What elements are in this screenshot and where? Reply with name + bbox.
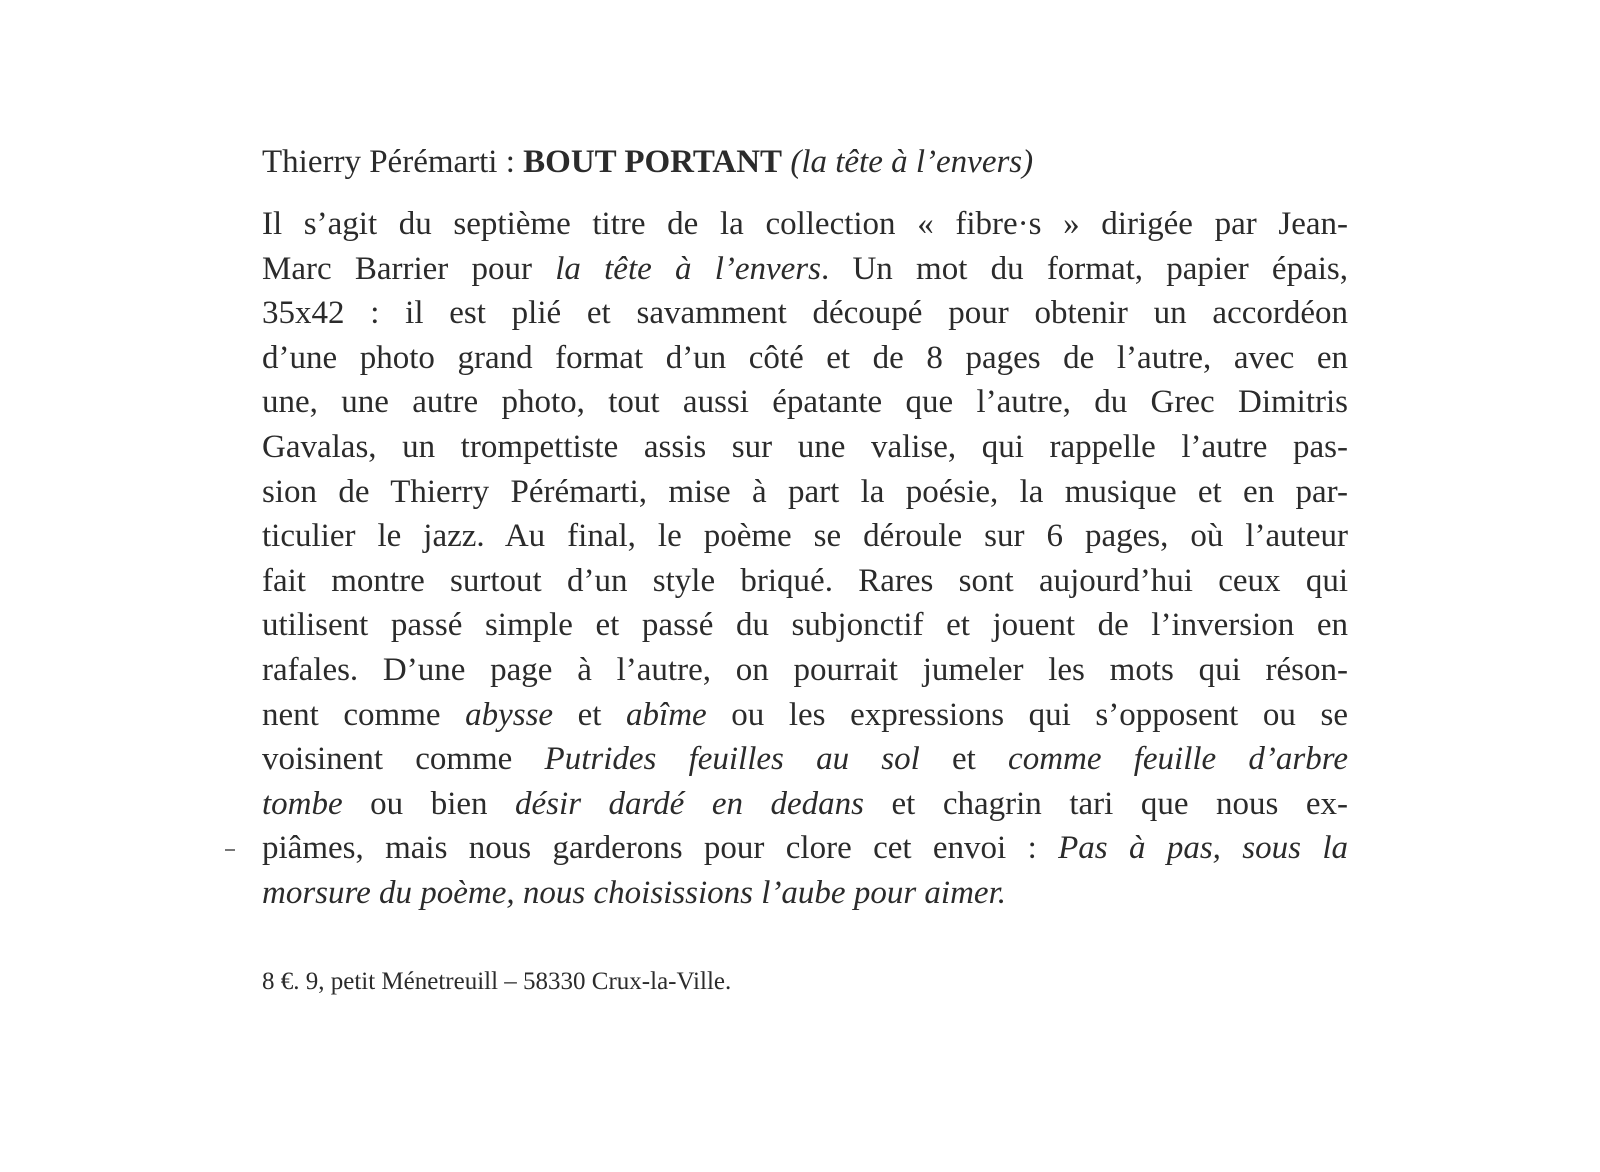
price-address: 8 €. 9, petit Ménetreuill – 58330 Crux-la-Ville.	[262, 967, 732, 995]
body-line	[262, 514, 1348, 559]
text-run: ou bien	[342, 785, 516, 822]
body-line	[262, 871, 1348, 916]
italic-text: tombe	[262, 785, 343, 822]
text-run: sion de Thierry Pérémarti, mise à part la poésie, la musique et en par-	[262, 473, 1348, 510]
review-clipping	[262, 140, 1348, 998]
review-body	[262, 202, 1348, 916]
body-line	[262, 202, 1348, 247]
text-run: une, une autre photo, tout aussi épatante que l’autre, du Grec Dimitris	[262, 384, 1348, 421]
text-run: 35x42 : il est plié et savamment découpé pour obtenir un accordéon	[262, 295, 1348, 332]
publisher-name: (la tête à l’envers)	[782, 144, 1034, 180]
text-run: nent comme	[262, 696, 466, 733]
body-line	[262, 782, 1348, 827]
text-run: rafales. D’une page à l’autre, on pourrait jumeler les mots qui réson-	[262, 651, 1348, 688]
italic-text: désir dardé en dedans	[515, 785, 864, 822]
text-run: ticulier le jazz. Au final, le poème se déroule sur 6 pages, où l’auteur	[262, 518, 1348, 555]
body-line	[262, 648, 1348, 693]
text-run: Il s’agit du septième titre de la collection « fibre·s » dirigée par Jean-	[262, 206, 1348, 242]
body-line	[262, 247, 1348, 292]
body-line	[262, 425, 1348, 470]
text-run: voisinent comme	[262, 741, 545, 778]
body-line	[262, 826, 1348, 871]
italic-text: Pas à pas, sous la	[1058, 830, 1348, 867]
text-run: Marc Barrier pour	[262, 250, 556, 287]
italic-text: abysse	[465, 696, 554, 733]
italic-text: morsure du poème, nous choisissions l’aube pour aimer.	[262, 874, 1006, 911]
italic-text: comme feuille d’arbre	[1008, 741, 1348, 778]
body-line	[262, 737, 1348, 782]
italic-text: la tête à l’envers	[555, 250, 821, 287]
review-heading	[262, 140, 1348, 184]
book-title: BOUT PORTANT	[523, 144, 783, 180]
body-line	[262, 291, 1348, 336]
text-run: . Un mot du format, papier épais,	[821, 250, 1348, 287]
body-line	[262, 380, 1348, 425]
italic-text: abîme	[626, 696, 707, 733]
text-run: et	[553, 696, 627, 733]
text-run: et chagrin tari que nous ex-	[864, 785, 1348, 822]
text-run: ou les expressions qui s’opposent ou se	[706, 696, 1348, 733]
author-name: Thierry Pérémarti :	[262, 144, 524, 180]
text-run: et	[919, 741, 1009, 778]
body-line	[262, 603, 1348, 648]
body-line	[262, 336, 1348, 381]
text-run: d’une photo grand format d’un côté et de 8 pages de l’autre, avec en	[262, 339, 1348, 376]
body-line	[262, 559, 1348, 604]
italic-text: Putrides feuilles au sol	[544, 741, 920, 778]
margin-dash	[225, 849, 235, 851]
text-run: fait montre surtout d’un style briqué. Rares sont aujourd’hui ceux qui	[262, 562, 1348, 599]
body-line	[262, 693, 1348, 738]
text-run: Gavalas, un trompettiste assis sur une valise, qui rappelle l’autre pas-	[262, 428, 1348, 465]
body-line	[262, 470, 1348, 515]
text-run: utilisent passé simple et passé du subjonctif et jouent de l’inversion en	[262, 607, 1348, 644]
text-run: piâmes, mais nous garderons pour clore cet envoi :	[262, 830, 1059, 867]
